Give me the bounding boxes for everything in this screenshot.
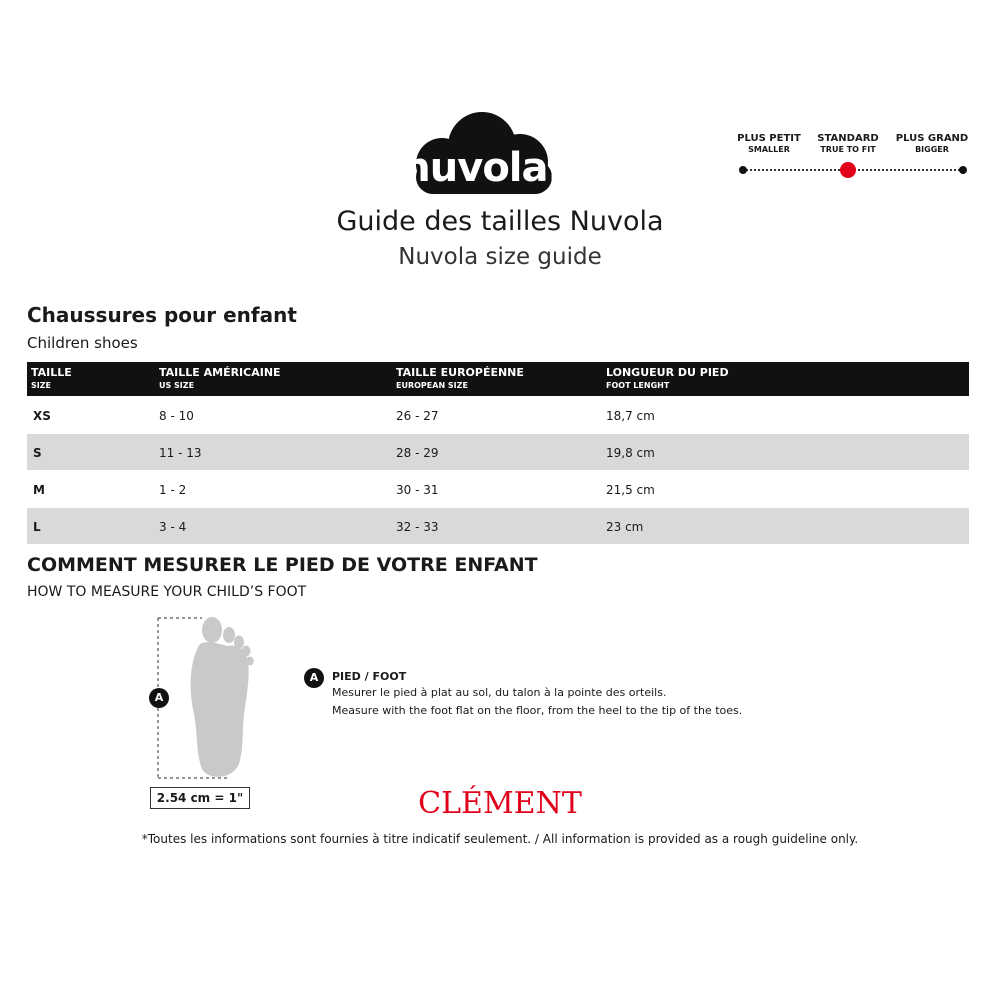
table-row: XS 8 - 10 26 - 27 18,7 cm [33, 409, 655, 423]
logo-text: nuvola. [402, 145, 562, 191]
size-table [27, 362, 969, 544]
conversion-box: 2.54 cm = 1" [150, 787, 250, 809]
header-eu-size: TAILLE EUROPÉENNE EUROPEAN SIZE [396, 366, 524, 390]
measure-title-en: HOW TO MEASURE YOUR CHILD’S FOOT [27, 584, 307, 600]
fit-dot-smaller [739, 166, 747, 174]
table-row: M 1 - 2 30 - 31 21,5 cm [33, 483, 655, 497]
section-title-en: Children shoes [27, 334, 138, 352]
measure-title-fr: COMMENT MESURER LE PIED DE VOTRE ENFANT [27, 554, 538, 576]
nuvola-logo [402, 108, 562, 198]
fit-standard-label: STANDARD TRUE TO FIT [817, 133, 879, 154]
foot-legend-title: PIED / FOOT [332, 670, 407, 683]
foot-instructions-fr: Mesurer le pied à plat au sol, du talon à la pointe des orteils. [332, 686, 667, 699]
table-row: S 11 - 13 28 - 29 19,8 cm [27, 434, 969, 470]
page-title-en: Nuvola size guide [398, 244, 602, 270]
foot-icon [158, 617, 254, 778]
page-title-fr: Guide des tailles Nuvola [336, 206, 664, 237]
disclaimer: *Toutes les informations sont fournies à titre indicatif seulement. / All information is provided as a rough guideline only. [141, 832, 859, 846]
table-header [27, 362, 969, 396]
table-row: L 3 - 4 32 - 33 23 cm [27, 508, 969, 544]
foot-instructions-en: Measure with the foot flat on the floor, from the heel to the tip of the toes. [332, 704, 743, 717]
clement-logo: CLÉMENT [418, 786, 582, 821]
marker-a-legend-icon: A [304, 668, 324, 688]
marker-a-icon: A [149, 688, 169, 708]
fit-bigger-label: PLUS GRAND BIGGER [895, 133, 969, 154]
header-foot-length: LONGUEUR DU PIED FOOT LENGHT [606, 366, 729, 390]
fit-smaller-label: PLUS PETIT SMALLER [737, 133, 801, 154]
fit-dot-standard-selected [840, 162, 856, 178]
header-size: TAILLE SIZE [31, 366, 72, 390]
header-us-size: TAILLE AMÉRICAINE US SIZE [159, 366, 281, 390]
fit-dot-bigger [959, 166, 967, 174]
section-title-fr: Chaussures pour enfant [27, 303, 297, 327]
